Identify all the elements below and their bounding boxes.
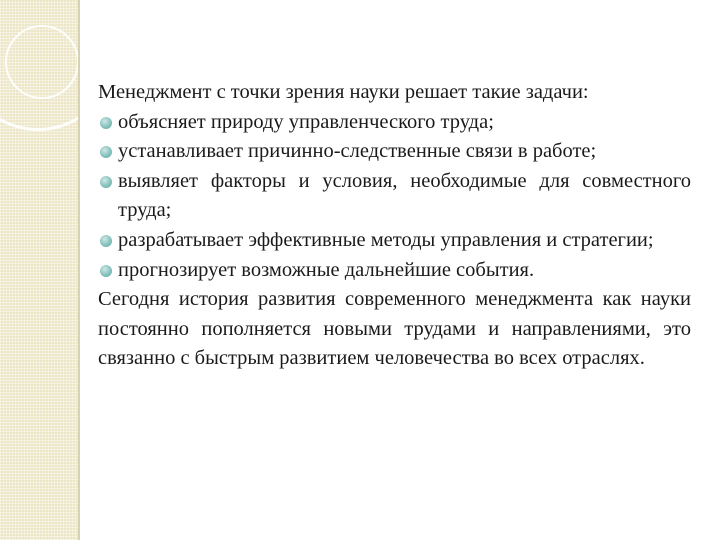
task-list [98,108,691,286]
teal-circle-bullet-icon [100,265,112,277]
teal-circle-bullet-icon [100,146,112,158]
teal-circle-bullet-icon [100,176,112,188]
teal-circle-bullet-icon [100,235,112,247]
panel-divider [78,0,80,540]
task-text: выявляет факторы и условия, необходимые для совместного труда; [118,169,691,222]
task-item [98,108,691,138]
task-item [98,137,691,167]
conclusion-text: Сегодня история развития современного менеджмента как науки постоянно пополняется новыми трудами и направлениями, это связанно с быстрым развитием человечества во всех отраслях. [98,288,691,370]
task-text: устанавливает причинно-следственные связи в работе; [118,140,597,163]
task-text: прогнозирует возможные дальнейшие события. [118,258,535,281]
task-item [98,256,691,286]
slide-content [98,78,691,374]
task-item [98,167,691,226]
decorative-side-panel [0,0,78,540]
decorative-circle-small [5,25,78,99]
intro-text: Менеджмент с точки зрения науки решает такие задачи: [98,81,589,103]
teal-circle-bullet-icon [100,117,112,129]
task-text: разрабатывает эффективные методы управления и стратегии; [118,228,654,251]
task-item [98,226,691,256]
task-text: объясняет природу управленческого труда; [118,110,494,133]
